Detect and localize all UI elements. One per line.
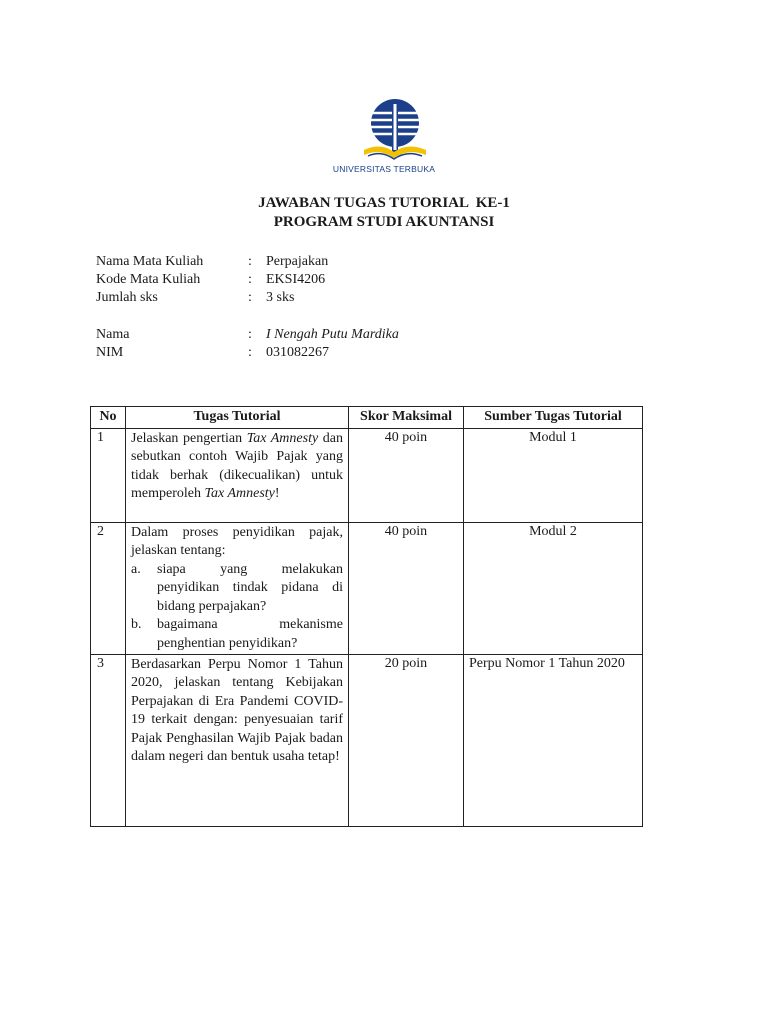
row-no: 3 <box>91 654 126 826</box>
info-value: 3 sks <box>266 290 295 305</box>
task-text: Jelaskan pengertian <box>131 430 247 446</box>
info-colon: : <box>248 272 252 287</box>
row-source: Modul 1 <box>464 428 643 522</box>
page-subtitle: PROGRAM STUDI AKUNTANSI <box>273 214 495 230</box>
list-item-text: siapa yang melakukan penyidikan tindak pidana di bidang perpajakan? <box>157 561 343 614</box>
table-row <box>91 522 643 654</box>
row-task <box>126 428 349 522</box>
table-row <box>91 428 643 522</box>
info-value: Perpajakan <box>266 254 329 269</box>
list-item <box>131 616 343 653</box>
info-colon: : <box>248 290 252 305</box>
task-italic-term: Tax Amnesty <box>204 486 275 501</box>
row-no: 1 <box>91 428 126 522</box>
info-value: I Nengah Putu Mardika <box>266 327 399 342</box>
info-label: Jumlah sks <box>96 290 158 305</box>
row-source: Modul 2 <box>464 522 643 654</box>
task-text: dan sebutkan contoh Wajib Pajak yang tidak berhak (dikecualikan) untuk memperoleh <box>131 430 343 501</box>
task-italic-term: Tax Amnesty <box>246 430 319 446</box>
list-marker: a. <box>131 561 141 577</box>
page-title: JAWABAN TUGAS TUTORIAL KE-1 <box>258 195 510 211</box>
info-label: NIM <box>96 345 124 360</box>
row-score: 40 poin <box>349 522 464 654</box>
header-score: Skor Maksimal <box>349 407 464 429</box>
row-task <box>126 522 349 654</box>
info-value: EKSI4206 <box>266 272 326 287</box>
header-task: Tugas Tutorial <box>126 407 349 429</box>
list-item-text: bagaimana mekanisme penghentian penyidikan? <box>157 617 343 651</box>
list-item <box>131 561 343 617</box>
row-score: 20 poin <box>349 654 464 826</box>
row-task: Berdasarkan Perpu Nomor 1 Tahun 2020, jelaskan tentang Kebijakan Perpajakan di Era Pandemi COVID-19 terkait dengan: penyesuaian tarif Pajak Penghasilan Wajib Pajak badan dalam negeri dan bentuk usaha tetap! <box>126 654 349 826</box>
table-row <box>91 654 643 826</box>
task-text: ! <box>274 486 280 501</box>
list-marker: b. <box>131 617 142 632</box>
info-label: Nama <box>96 327 130 342</box>
info-colon: : <box>248 345 252 360</box>
table-header-row <box>91 407 643 429</box>
row-score: 40 poin <box>349 428 464 522</box>
row-no: 2 <box>91 522 126 654</box>
info-label: Nama Mata Kuliah <box>96 254 204 269</box>
header-source: Sumber Tugas Tutorial <box>464 407 643 429</box>
tutorial-task-table <box>90 406 643 827</box>
info-colon: : <box>248 254 252 269</box>
task-intro: Dalam proses penyidikan pajak, jelaskan tentang: <box>131 524 343 558</box>
logo-text: UNIVERSITAS TERBUKA <box>332 164 436 174</box>
header-no: No <box>91 407 126 429</box>
info-colon: : <box>248 327 252 342</box>
info-value: 031082267 <box>266 345 329 360</box>
info-label: Kode Mata Kuliah <box>96 272 201 287</box>
row-source: Perpu Nomor 1 Tahun 2020 <box>464 654 643 826</box>
